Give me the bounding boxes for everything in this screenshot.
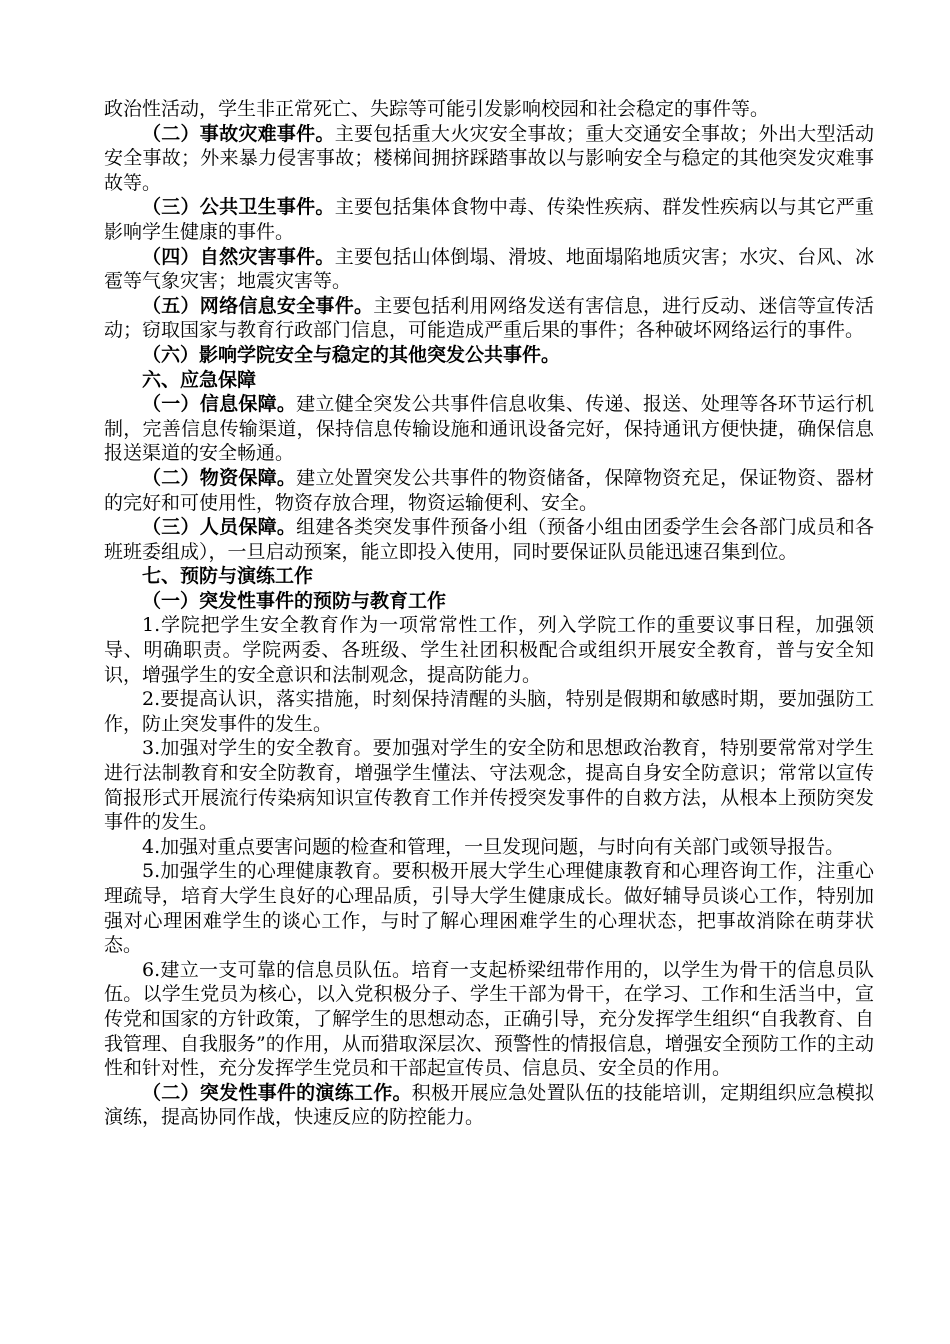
paragraph [104,97,874,122]
paragraph-text: 积极开展应急处置队伍的技能培训，定期组织应急模拟演练，提高协同作战，快速反应的防控能力。 [104,1081,874,1129]
paragraph-text: 5.加强学生的心理健康教育。要积极开展大学生心理健康教育和心理咨询工作，注重心理疏导，培育大学生良好的心理品质，引导大学生健康成长。做好辅导员谈心工作，特别加强对心理困难学生的谈心工作，与时了解心理困难学生的心理状态，把事故消除在萌芽状态。 [104,860,874,957]
paragraph [104,564,874,589]
paragraph [104,122,874,196]
paragraph-heading: （二）物资保障。 [142,466,297,489]
paragraph [104,368,874,393]
paragraph [104,736,874,834]
paragraph [104,687,874,736]
paragraph [104,958,874,1081]
paragraph-heading: （一）突发性事件的预防与教育工作 [142,589,447,612]
paragraph [104,195,874,244]
paragraph-heading: （四）自然灾害事件。 [142,245,335,268]
paragraph-text: 建立处置突发公共事件的物资储备，保障物资充足，保证物资、器材的完好和可使用性，物资存放合理，物资运输便利、安全。 [104,466,874,514]
paragraph-text: 1.学院把学生安全教育作为一项常常性工作，列入学院工作的重要议事日程，加强领导、明确职责。学院两委、各班级、学生社团积极配合或组织开展安全教育，普与安全知识，增强学生的安全意识和法制观念，提高防能力。 [104,614,874,686]
paragraph [104,392,874,466]
paragraph-heading: （二）事故灾难事件。 [142,122,335,145]
paragraph-text: 2.要提高认识，落实措施，时刻保持清醒的头脑，特别是假期和敏感时期，要加强防工作，防止突发事件的发生。 [104,688,874,735]
paragraph [104,466,874,515]
document-page [104,97,874,1130]
paragraph [104,294,874,343]
paragraph [104,589,874,614]
paragraph [104,1081,874,1130]
paragraph-text: 主要包括集体食物中毒、传染性疾病、群发性疾病以与其它严重影响学生健康的事件。 [104,196,874,243]
paragraph-heading: （二）突发性事件的演练工作。 [142,1081,412,1104]
paragraph [104,835,874,860]
paragraph-text: 组建各类突发事件预备小组（预备小组由团委学生会各部门成员和各班班委组成），一旦启动预案，能立即投入使用，同时要保证队员能迅速召集到位。 [104,516,874,563]
paragraph [104,343,874,368]
paragraph-text: 主要包括山体倒塌、滑坡、地面塌陷地质灾害；水灾、台风、冰雹等气象灾害；地震灾害等。 [104,245,874,293]
paragraph-heading: （五）网络信息安全事件。 [142,294,374,317]
paragraph-text: 主要包括利用网络发送有害信息，进行反动、迷信等宣传活动；窃取国家与教育行政部门信息，可能造成严重后果的事件；各种破坏网络运行的事件。 [104,294,874,342]
paragraph [104,613,874,687]
paragraph-text: 政治性活动，学生非正常死亡、失踪等可能引发影响校园和社会稳定的事件等。 [104,98,770,120]
paragraph-text: 主要包括重大火灾安全事故；重大交通安全事故；外出大型活动安全事故；外来暴力侵害事故；楼梯间拥挤踩踏事故以与影响安全与稳定的其他突发灾难事故等。 [104,122,874,194]
paragraph [104,859,874,957]
paragraph-heading: （三）公共卫生事件。 [142,196,335,219]
paragraph-text: 建立健全突发公共事件信息收集、传递、报送、处理等各环节运行机制，完善信息传输渠道，保持信息传输设施和通讯设备完好，保持通讯方便快捷，确保信息报送渠道的安全畅通。 [104,393,874,465]
paragraph-text: 4.加强对重点要害问题的检查和管理，一旦发现问题，与时向有关部门或领导报告。 [142,835,845,858]
paragraph-text: 3.加强对学生的安全教育。要加强对学生的安全防和思想政治教育，特别要常常对学生进行法制教育和安全防教育，增强学生懂法、守法观念，提高自身安全防意识；常常以宣传简报形式开展流行传染病知识宣传教育工作并传授突发事件的自救方法，从根本上预防突发事件的发生。 [104,737,874,834]
paragraph-text: 6.建立一支可靠的信息员队伍。培育一支起桥梁纽带作用的，以学生为骨干的信息员队伍。以学生党员为核心，以入党积极分子、学生干部为骨干，在学习、工作和生活当中，宣传党和国家的方针政策，了解学生的思想动态，正确引导，充分发挥学生组织“自我教育、自我管理、自我服务”的作用，从而猎取深层次、预警性的情报信息，增强安全预防工作的主动性和针对性，充分发挥学生党员和干部起宣传员、信息员、安全员的作用。 [104,958,874,1080]
paragraph-heading: 七、预防与演练工作 [142,565,314,588]
paragraph-heading: （一）信息保障。 [142,393,297,416]
paragraph-heading: 六、应急保障 [142,368,257,391]
paragraph [104,515,874,564]
paragraph-heading: （三）人员保障。 [142,516,297,539]
paragraph-heading: （六）影响学院安全与稳定的其他突发公共事件。 [142,343,561,366]
paragraph [104,245,874,294]
